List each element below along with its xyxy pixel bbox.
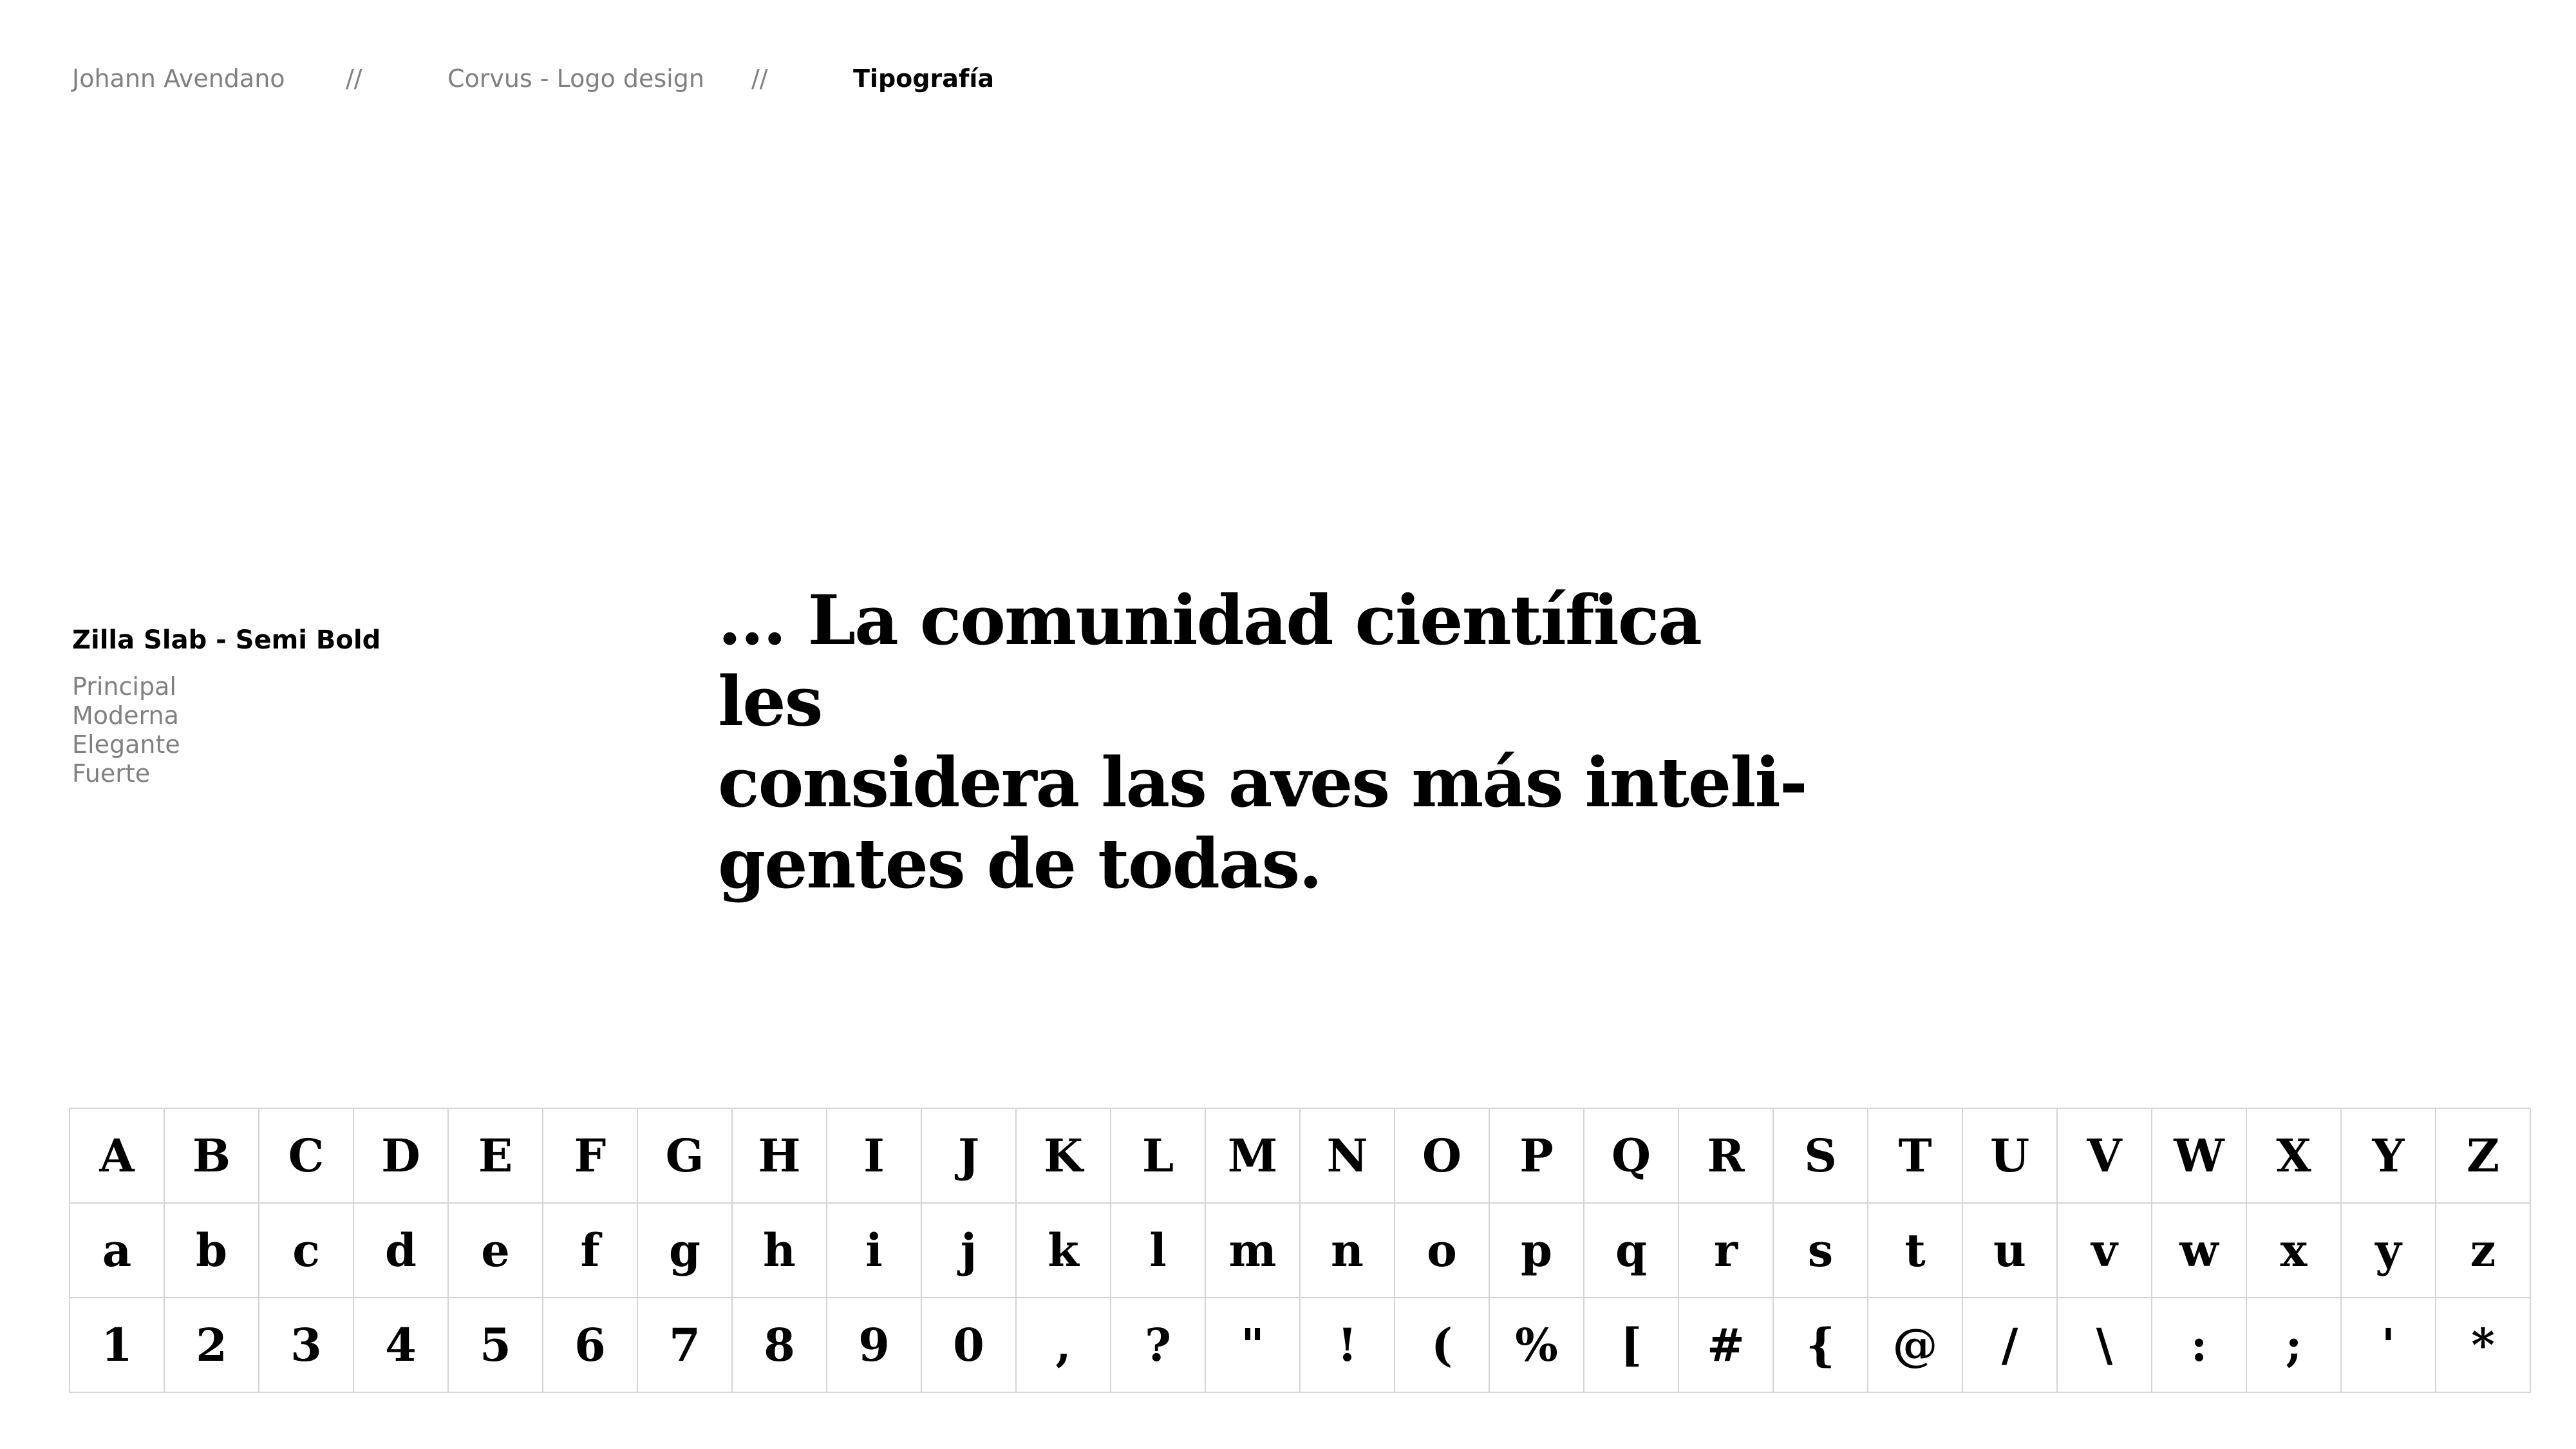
glyph-cell: G — [637, 1108, 732, 1203]
glyph-cell: X — [2246, 1108, 2341, 1203]
glyph-cell: w — [2152, 1203, 2246, 1298]
glyph-cell: 7 — [637, 1298, 732, 1392]
glyph-cell: S — [1773, 1108, 1868, 1203]
glyph-cell: m — [1205, 1203, 1300, 1298]
glyph-cell: Z — [2436, 1108, 2530, 1203]
glyph-cell: k — [1016, 1203, 1111, 1298]
glyph-cell: * — [2436, 1298, 2530, 1392]
glyph-cell: / — [1962, 1298, 2057, 1392]
breadcrumb-current: Tipografía — [853, 64, 995, 93]
glyph-cell: e — [448, 1203, 543, 1298]
breadcrumb-separator: // — [751, 64, 768, 93]
glyph-cell: K — [1016, 1108, 1111, 1203]
glyph-cell: t — [1868, 1203, 1962, 1298]
font-traits-list — [72, 672, 587, 788]
glyph-row-symbols — [70, 1298, 2530, 1392]
glyph-cell: # — [1678, 1298, 1773, 1392]
glyph-cell: M — [1205, 1108, 1300, 1203]
glyph-cell: P — [1489, 1108, 1584, 1203]
glyph-cell: H — [732, 1108, 827, 1203]
glyph-cell: C — [259, 1108, 353, 1203]
glyph-cell: p — [1489, 1203, 1584, 1298]
font-trait: Elegante — [72, 730, 180, 759]
glyph-cell: Y — [2341, 1108, 2436, 1203]
glyph-cell: V — [2057, 1108, 2152, 1203]
glyph-cell: F — [543, 1108, 637, 1203]
glyph-cell: 4 — [353, 1298, 448, 1392]
glyph-cell: 9 — [827, 1298, 921, 1392]
glyph-cell: \ — [2057, 1298, 2152, 1392]
font-trait: Principal — [72, 672, 176, 701]
glyph-cell: A — [70, 1108, 164, 1203]
sample-line: gentes de todas. — [718, 823, 1322, 904]
glyph-row-lowercase — [70, 1203, 2530, 1298]
glyph-cell: , — [1016, 1298, 1111, 1392]
glyph-cell: W — [2152, 1108, 2246, 1203]
glyph-cell: E — [448, 1108, 543, 1203]
glyph-cell: : — [2152, 1298, 2246, 1392]
glyph-cell: y — [2341, 1203, 2436, 1298]
font-trait: Fuerte — [72, 759, 151, 788]
glyph-cell: N — [1300, 1108, 1395, 1203]
glyph-cell: z — [2436, 1203, 2530, 1298]
glyph-cell: v — [2057, 1203, 2152, 1298]
glyph-cell: L — [1111, 1108, 1205, 1203]
glyph-cell: h — [732, 1203, 827, 1298]
glyph-cell: " — [1205, 1298, 1300, 1392]
glyph-cell: B — [164, 1108, 259, 1203]
sample-line: considera las aves más inteli- — [718, 742, 1807, 822]
sample-text — [718, 580, 1812, 904]
glyph-cell: s — [1773, 1203, 1868, 1298]
glyph-cell: o — [1395, 1203, 1489, 1298]
glyph-cell: @ — [1868, 1298, 1962, 1392]
glyph-cell: 6 — [543, 1298, 637, 1392]
glyph-cell: O — [1395, 1108, 1489, 1203]
glyph-cell: r — [1678, 1203, 1773, 1298]
glyph-row-uppercase — [70, 1108, 2530, 1203]
glyph-grid — [69, 1108, 2531, 1393]
glyph-cell: i — [827, 1203, 921, 1298]
glyph-cell: ' — [2341, 1298, 2436, 1392]
glyph-cell: d — [353, 1203, 448, 1298]
glyph-cell: 3 — [259, 1298, 353, 1392]
glyph-cell: 2 — [164, 1298, 259, 1392]
glyph-cell: x — [2246, 1203, 2341, 1298]
glyph-cell: l — [1111, 1203, 1205, 1298]
font-name: Zilla Slab - Semi Bold — [72, 625, 381, 655]
glyph-cell: 1 — [70, 1298, 164, 1392]
font-trait: Moderna — [72, 701, 179, 730]
glyph-cell: q — [1584, 1203, 1678, 1298]
glyph-cell: n — [1300, 1203, 1395, 1298]
glyph-cell: 0 — [921, 1298, 1016, 1392]
glyph-cell: c — [259, 1203, 353, 1298]
breadcrumb-author[interactable]: Johann Avendano — [72, 64, 285, 93]
breadcrumb-separator: // — [346, 64, 362, 93]
breadcrumb-project[interactable]: Corvus - Logo design — [447, 64, 704, 93]
glyph-cell: % — [1489, 1298, 1584, 1392]
glyph-cell: { — [1773, 1298, 1868, 1392]
glyph-cell: I — [827, 1108, 921, 1203]
glyph-cell: T — [1868, 1108, 1962, 1203]
glyph-cell: J — [921, 1108, 1016, 1203]
glyph-cell: 5 — [448, 1298, 543, 1392]
glyph-cell: j — [921, 1203, 1016, 1298]
glyph-cell: Q — [1584, 1108, 1678, 1203]
glyph-cell: ? — [1111, 1298, 1205, 1392]
glyph-cell: a — [70, 1203, 164, 1298]
glyph-cell: D — [353, 1108, 448, 1203]
font-info — [72, 622, 587, 788]
glyph-cell: f — [543, 1203, 637, 1298]
glyph-cell: [ — [1584, 1298, 1678, 1392]
glyph-cell: ; — [2246, 1298, 2341, 1392]
glyph-cell: g — [637, 1203, 732, 1298]
glyph-cell: U — [1962, 1108, 2057, 1203]
sample-line: ... La comunidad científica les — [718, 580, 1701, 741]
glyph-cell: ( — [1395, 1298, 1489, 1392]
glyph-cell: b — [164, 1203, 259, 1298]
glyph-cell: u — [1962, 1203, 2057, 1298]
glyph-cell: 8 — [732, 1298, 827, 1392]
glyph-cell: R — [1678, 1108, 1773, 1203]
glyph-cell: ! — [1300, 1298, 1395, 1392]
